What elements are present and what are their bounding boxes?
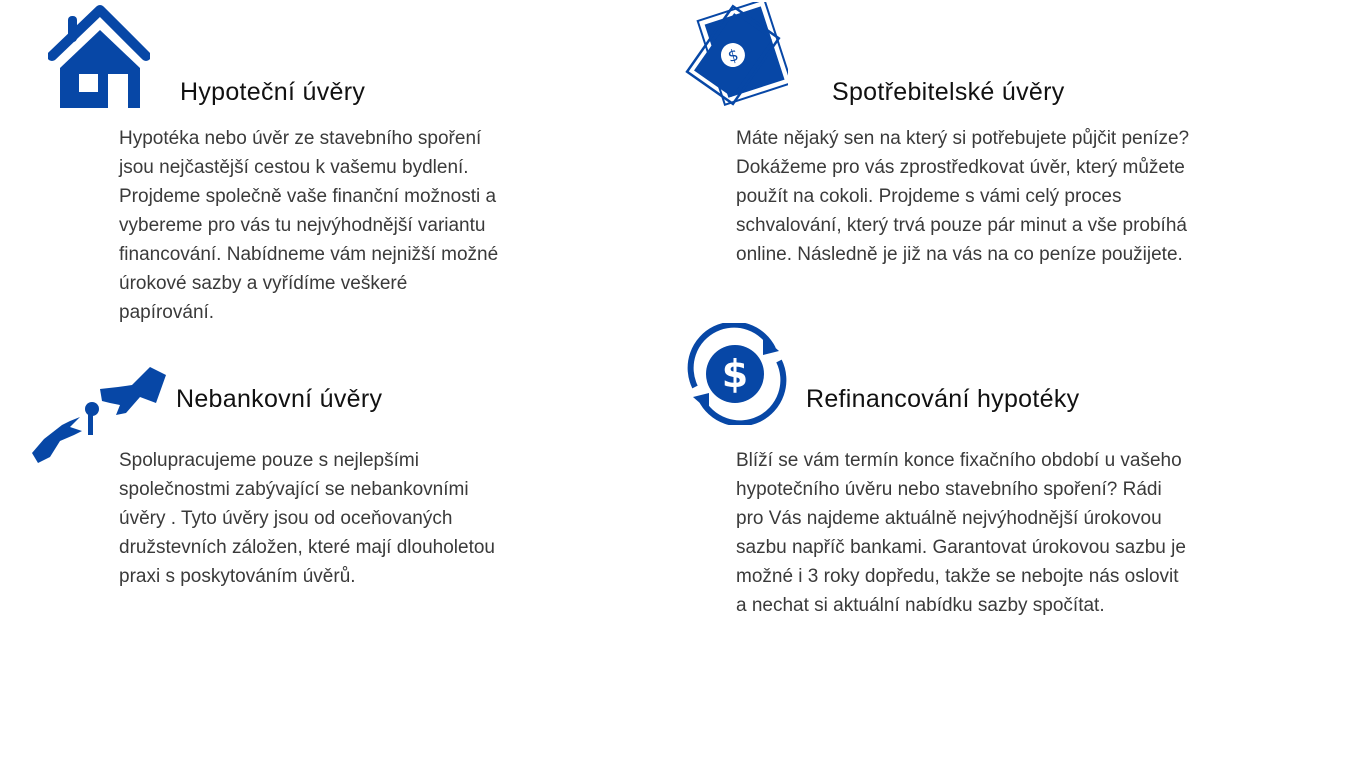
section-text: Máte nějaký sen na který si potřebujete půjčit peníze? Dokážeme pro vás zprostředkovat úvěr, který můžete použít na cokoli. Projdeme s vámi celý proces schvalování, který trvá pouze pár minut a vše probíhá online. Následně je již na vás na co peníze použijete. [736,128,1190,265]
house-icon [48,4,150,110]
section-title: Spotřebitelské úvěry [832,78,1065,106]
section-text: Hypotéka nebo úvěr ze stavebního spoření jsou nejčastější cestou k vašemu bydlení. Projdeme společně vaše finanční možnosti a vybereme pro vás tu nejvýhodnější variantu financování. Nabídneme vám nejnižší možné úrokové sazby a vyřídíme veškeré papírování. [119,128,499,323]
section-text: Spolupracujeme pouze s nejlepšími společnostmi zabývající se nebankovními úvěry . Tyto úvěry jsou od oceňovaných družstevních záložen, které mají dlouholetou praxi s poskytováním úvěrů. [119,450,495,587]
section-title: Hypoteční úvěry [180,78,366,106]
section-text: Blíží se vám termín konce fixačního období u vašeho hypotečního úvěru nebo stavebního spoření? Rádi pro Vás najdeme aktuálně nejvýhodnější úrokovou sazbu napříč bankami. Garantovat úrokovou sazbu je možné i 3 roky dopředu, takže se nebojte nás oslovit a nechat si aktuální nabídku sazby spočítat. [736,450,1186,616]
section-title: Nebankovní úvěry [176,385,383,413]
section-title: Refinancování hypotéky [806,385,1080,413]
money-bills-icon [684,2,788,106]
svg-text:$: $ [725,45,741,67]
refinance-dollar-icon [683,323,789,425]
svg-text:$: $ [721,352,749,396]
